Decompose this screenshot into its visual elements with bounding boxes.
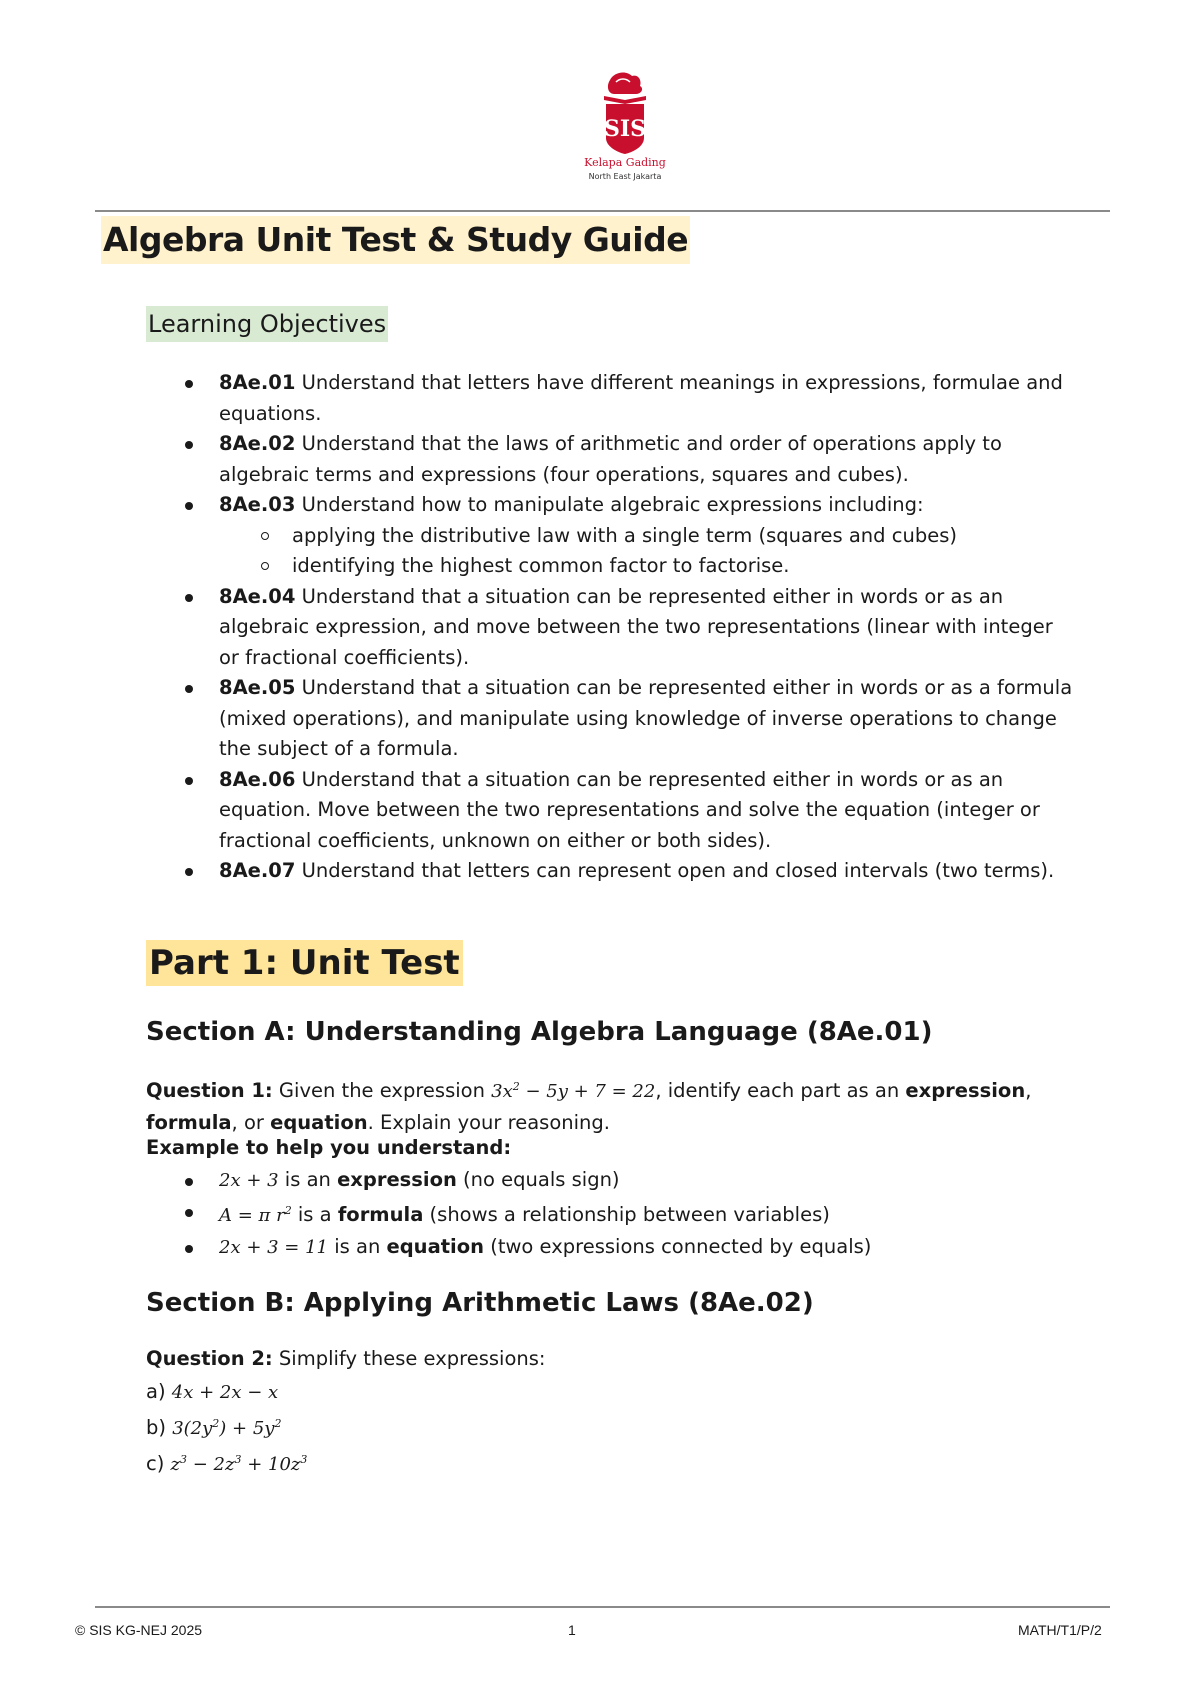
page-title: Algebra Unit Test & Study Guide — [101, 216, 690, 264]
logo-name: SIS — [603, 116, 647, 142]
part1-heading: Part 1: Unit Test — [146, 940, 463, 986]
example-pre: is a — [291, 1203, 338, 1226]
objective-text: Understand that the laws of arithmetic and order of operations apply to algebraic terms and expressions (four operations, squares and cubes). — [219, 432, 1002, 486]
question-2-items — [146, 1374, 307, 1482]
example-heading — [146, 1133, 1076, 1164]
objective-item — [185, 368, 1075, 429]
math-exponent: 2 — [512, 1080, 520, 1093]
logo-campus-text: Kelapa Gading — [584, 156, 666, 169]
section-b-heading: Section B: Applying Arithmetic Laws (8Ae.02) — [146, 1288, 814, 1318]
objective-item — [185, 856, 1075, 887]
objective-item — [185, 765, 1075, 857]
example-heading-text: Example to help you understand: — [146, 1136, 512, 1159]
item-math — [171, 1454, 308, 1475]
example-bold: expression — [337, 1168, 457, 1191]
math-exponent: 3 — [234, 1453, 242, 1466]
objective-text: Understand that a situation can be represented either in words or as an equation. Move between the two representations and solve the equation (integer or fractional coefficients, unknown on either or both sides). — [219, 767, 1040, 852]
term-equation: equation — [270, 1110, 368, 1134]
question-1-sep: , — [1025, 1079, 1032, 1102]
math-exponent: 3 — [180, 1453, 188, 1466]
objective-code: 8Ae.04 — [219, 584, 296, 608]
question-1-post: , identify each part as an — [655, 1079, 906, 1102]
header-divider — [95, 210, 1110, 212]
example-math: 2x + 3 = 11 — [219, 1237, 329, 1258]
objective-text: Understand that a situation can be represented either in words or as a formula (mixed operations), and manipulate using knowledge of inverse operations to change the subject of a formula. — [219, 676, 1073, 760]
objective-code: 8Ae.01 — [219, 371, 296, 394]
question-1-pre: Given the expression — [272, 1079, 492, 1102]
objective-item — [185, 582, 1075, 674]
question-2-item-b — [146, 1410, 307, 1446]
math-term: 3x — [491, 1081, 513, 1102]
example-bold: formula — [337, 1203, 424, 1226]
footer-divider — [95, 1606, 1110, 1608]
example-item — [185, 1195, 1075, 1231]
math-term: + 10z — [241, 1454, 301, 1475]
item-label: c) — [146, 1452, 171, 1475]
term-formula: formula — [146, 1110, 232, 1134]
math-term: A = π r — [219, 1205, 285, 1226]
math-term: ) + 5y — [219, 1418, 275, 1439]
math-term: 3(2y — [172, 1418, 213, 1439]
question-1-end: . Explain your reasoning. — [367, 1110, 610, 1134]
item-label: a) — [146, 1380, 172, 1403]
example-math — [219, 1205, 292, 1226]
objective-subitem: identifying the highest common factor to factorise. — [219, 551, 1075, 582]
example-math: 2x + 3 — [219, 1170, 279, 1191]
objective-text: Understand that letters can represent open and closed intervals (two terms). — [295, 859, 1055, 882]
objective-code: 8Ae.02 — [219, 432, 296, 455]
question-2 — [146, 1344, 1076, 1375]
objective-text: Understand that letters have different meanings in expressions, formulae and equations. — [219, 371, 1063, 425]
question-1-sep: , or — [231, 1110, 271, 1134]
item-math — [172, 1418, 281, 1439]
example-post: (shows a relationship between variables) — [423, 1203, 830, 1226]
logo-location-text: North East Jakarta — [588, 172, 662, 181]
example-bold: equation — [386, 1235, 485, 1258]
objective-code: 8Ae.05 — [219, 676, 296, 699]
math-exponent: 2 — [284, 1204, 292, 1217]
math-term: − 5y + 7 = 22 — [519, 1081, 656, 1102]
objective-item — [185, 429, 1075, 490]
question-2-label: Question 2: — [146, 1347, 273, 1370]
learning-objectives-list — [185, 368, 1075, 887]
example-item — [185, 1164, 1075, 1195]
objective-code: 8Ae.06 — [219, 767, 296, 791]
objective-item — [185, 490, 1075, 582]
objective-sublist — [219, 521, 1075, 582]
objective-text: Understand how to manipulate algebraic expressions including: — [295, 493, 924, 516]
math-exponent: 2 — [274, 1417, 282, 1430]
examples-list — [185, 1164, 1075, 1262]
question-1-math — [491, 1081, 655, 1102]
footer-copyright: © SIS KG-NEJ 2025 — [75, 1622, 203, 1638]
math-term: z — [170, 1454, 181, 1475]
school-logo — [570, 70, 680, 188]
example-pre: is an — [328, 1235, 387, 1258]
math-term: − 2z — [187, 1454, 235, 1475]
example-item — [185, 1231, 1075, 1262]
objective-text: Understand that a situation can be represented either in words or as an algebraic expression, and move between the two representations (linear with integer or fractional coefficients). — [219, 584, 1053, 669]
question-2-text: Simplify these expressions: — [272, 1347, 546, 1370]
example-post: (two expressions connected by equals) — [484, 1235, 872, 1258]
objective-code: 8Ae.03 — [219, 493, 296, 516]
example-pre: is an — [278, 1168, 338, 1191]
item-math: 4x + 2x − x — [171, 1382, 279, 1403]
section-a-heading: Section A: Understanding Algebra Language (8Ae.01) — [146, 1017, 933, 1047]
math-exponent: 3 — [300, 1453, 308, 1466]
math-exponent: 2 — [212, 1417, 220, 1430]
sis-crest-icon — [570, 70, 680, 156]
example-post: (no equals sign) — [456, 1168, 620, 1191]
term-expression: expression — [905, 1079, 1026, 1102]
objective-subitem: applying the distributive law with a single term (squares and cubes) — [219, 521, 1075, 552]
question-1-label: Question 1: — [146, 1079, 273, 1102]
question-2-item-c — [146, 1446, 307, 1482]
footer-page-number: 1 — [568, 1622, 576, 1638]
question-2-item-a — [146, 1374, 307, 1410]
objective-code: 8Ae.07 — [219, 859, 296, 882]
footer-doc-code: MATH/T1/P/2 — [1018, 1622, 1102, 1638]
item-label: b) — [146, 1416, 173, 1439]
objective-item — [185, 673, 1075, 765]
learning-objectives-heading: Learning Objectives — [146, 306, 388, 342]
question-1 — [146, 1076, 1076, 1138]
